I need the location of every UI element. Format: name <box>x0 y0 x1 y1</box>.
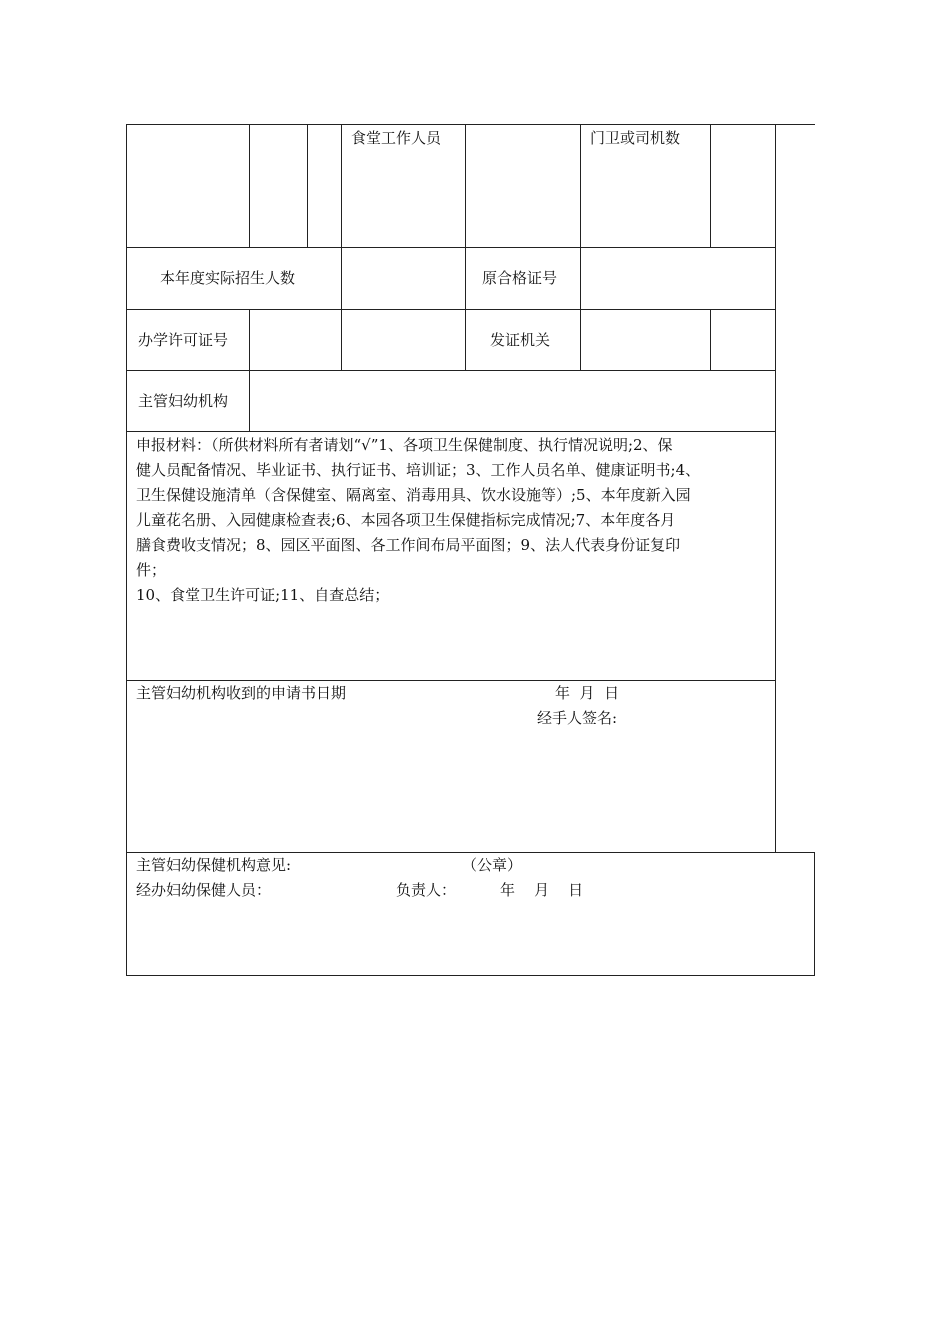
original-certificate-label: 原合格证号 <box>482 269 558 287</box>
grid-line <box>126 309 776 310</box>
official-seal-label: （公章） <box>462 856 523 874</box>
enrollment-count-label: 本年度实际招生人数 <box>160 269 296 287</box>
materials-line: 10、食堂卫生许可证;11、自查总结； <box>136 586 390 604</box>
grid-line <box>249 124 250 248</box>
guard-driver-count-label: 门卫或司机数 <box>590 129 681 147</box>
materials-line: 膳食费收支情况；8、园区平面图、各工作间布局平面图；9、法人代表身份证复印 <box>136 536 681 554</box>
supervising-institution-label: 主管妇幼机构 <box>138 392 229 410</box>
opinion-date-value: 年 月 日 <box>500 881 584 899</box>
grid-line <box>249 309 250 432</box>
grid-line <box>580 124 581 371</box>
issuing-authority-label: 发证机关 <box>490 331 551 349</box>
handler-signature-label: 经手人签名: <box>537 709 618 727</box>
grid-line <box>341 124 342 371</box>
grid-line <box>126 431 776 432</box>
canteen-staff-label: 食堂工作人员 <box>351 129 442 147</box>
license-number-label: 办学许可证号 <box>138 331 229 349</box>
materials-line: 卫生保健设施清单（含保健室、隔离室、消毒用具、饮水设施等）;5、本年度新入园 <box>136 486 691 504</box>
handling-staff-label: 经办妇幼保健人员： <box>136 881 272 899</box>
materials-line: 健人员配备情况、毕业证书、执行证书、培训证；3、工作人员名单、健康证明书;4、 <box>136 461 701 479</box>
materials-line: 儿童花名册、入园健康检查表;6、本园各项卫生保健指标完成情况;7、本年度各月 <box>136 511 676 529</box>
grid-line <box>126 975 815 976</box>
institution-opinion-label: 主管妇幼保健机构意见: <box>136 856 292 874</box>
grid-line <box>126 124 815 125</box>
materials-line: 件； <box>136 561 167 579</box>
grid-line <box>307 124 308 248</box>
grid-line <box>126 680 776 681</box>
grid-line <box>126 124 127 976</box>
grid-line <box>814 852 815 976</box>
materials-line: 申报材料：（所供材料所有者请划“√”1、各项卫生保健制度、执行情况说明;2、保 <box>136 436 673 454</box>
grid-line <box>465 124 466 371</box>
receipt-date-label: 主管妇幼机构收到的申请书日期 <box>136 684 347 702</box>
application-materials-text <box>136 433 770 608</box>
grid-line <box>710 124 711 248</box>
receipt-date-value: 年 月 日 <box>555 684 620 702</box>
grid-line <box>126 247 776 248</box>
grid-line <box>710 309 711 371</box>
grid-line <box>126 852 815 853</box>
grid-line <box>126 370 776 371</box>
grid-line <box>775 124 776 853</box>
responsible-person-label: 负责人： <box>396 881 457 899</box>
